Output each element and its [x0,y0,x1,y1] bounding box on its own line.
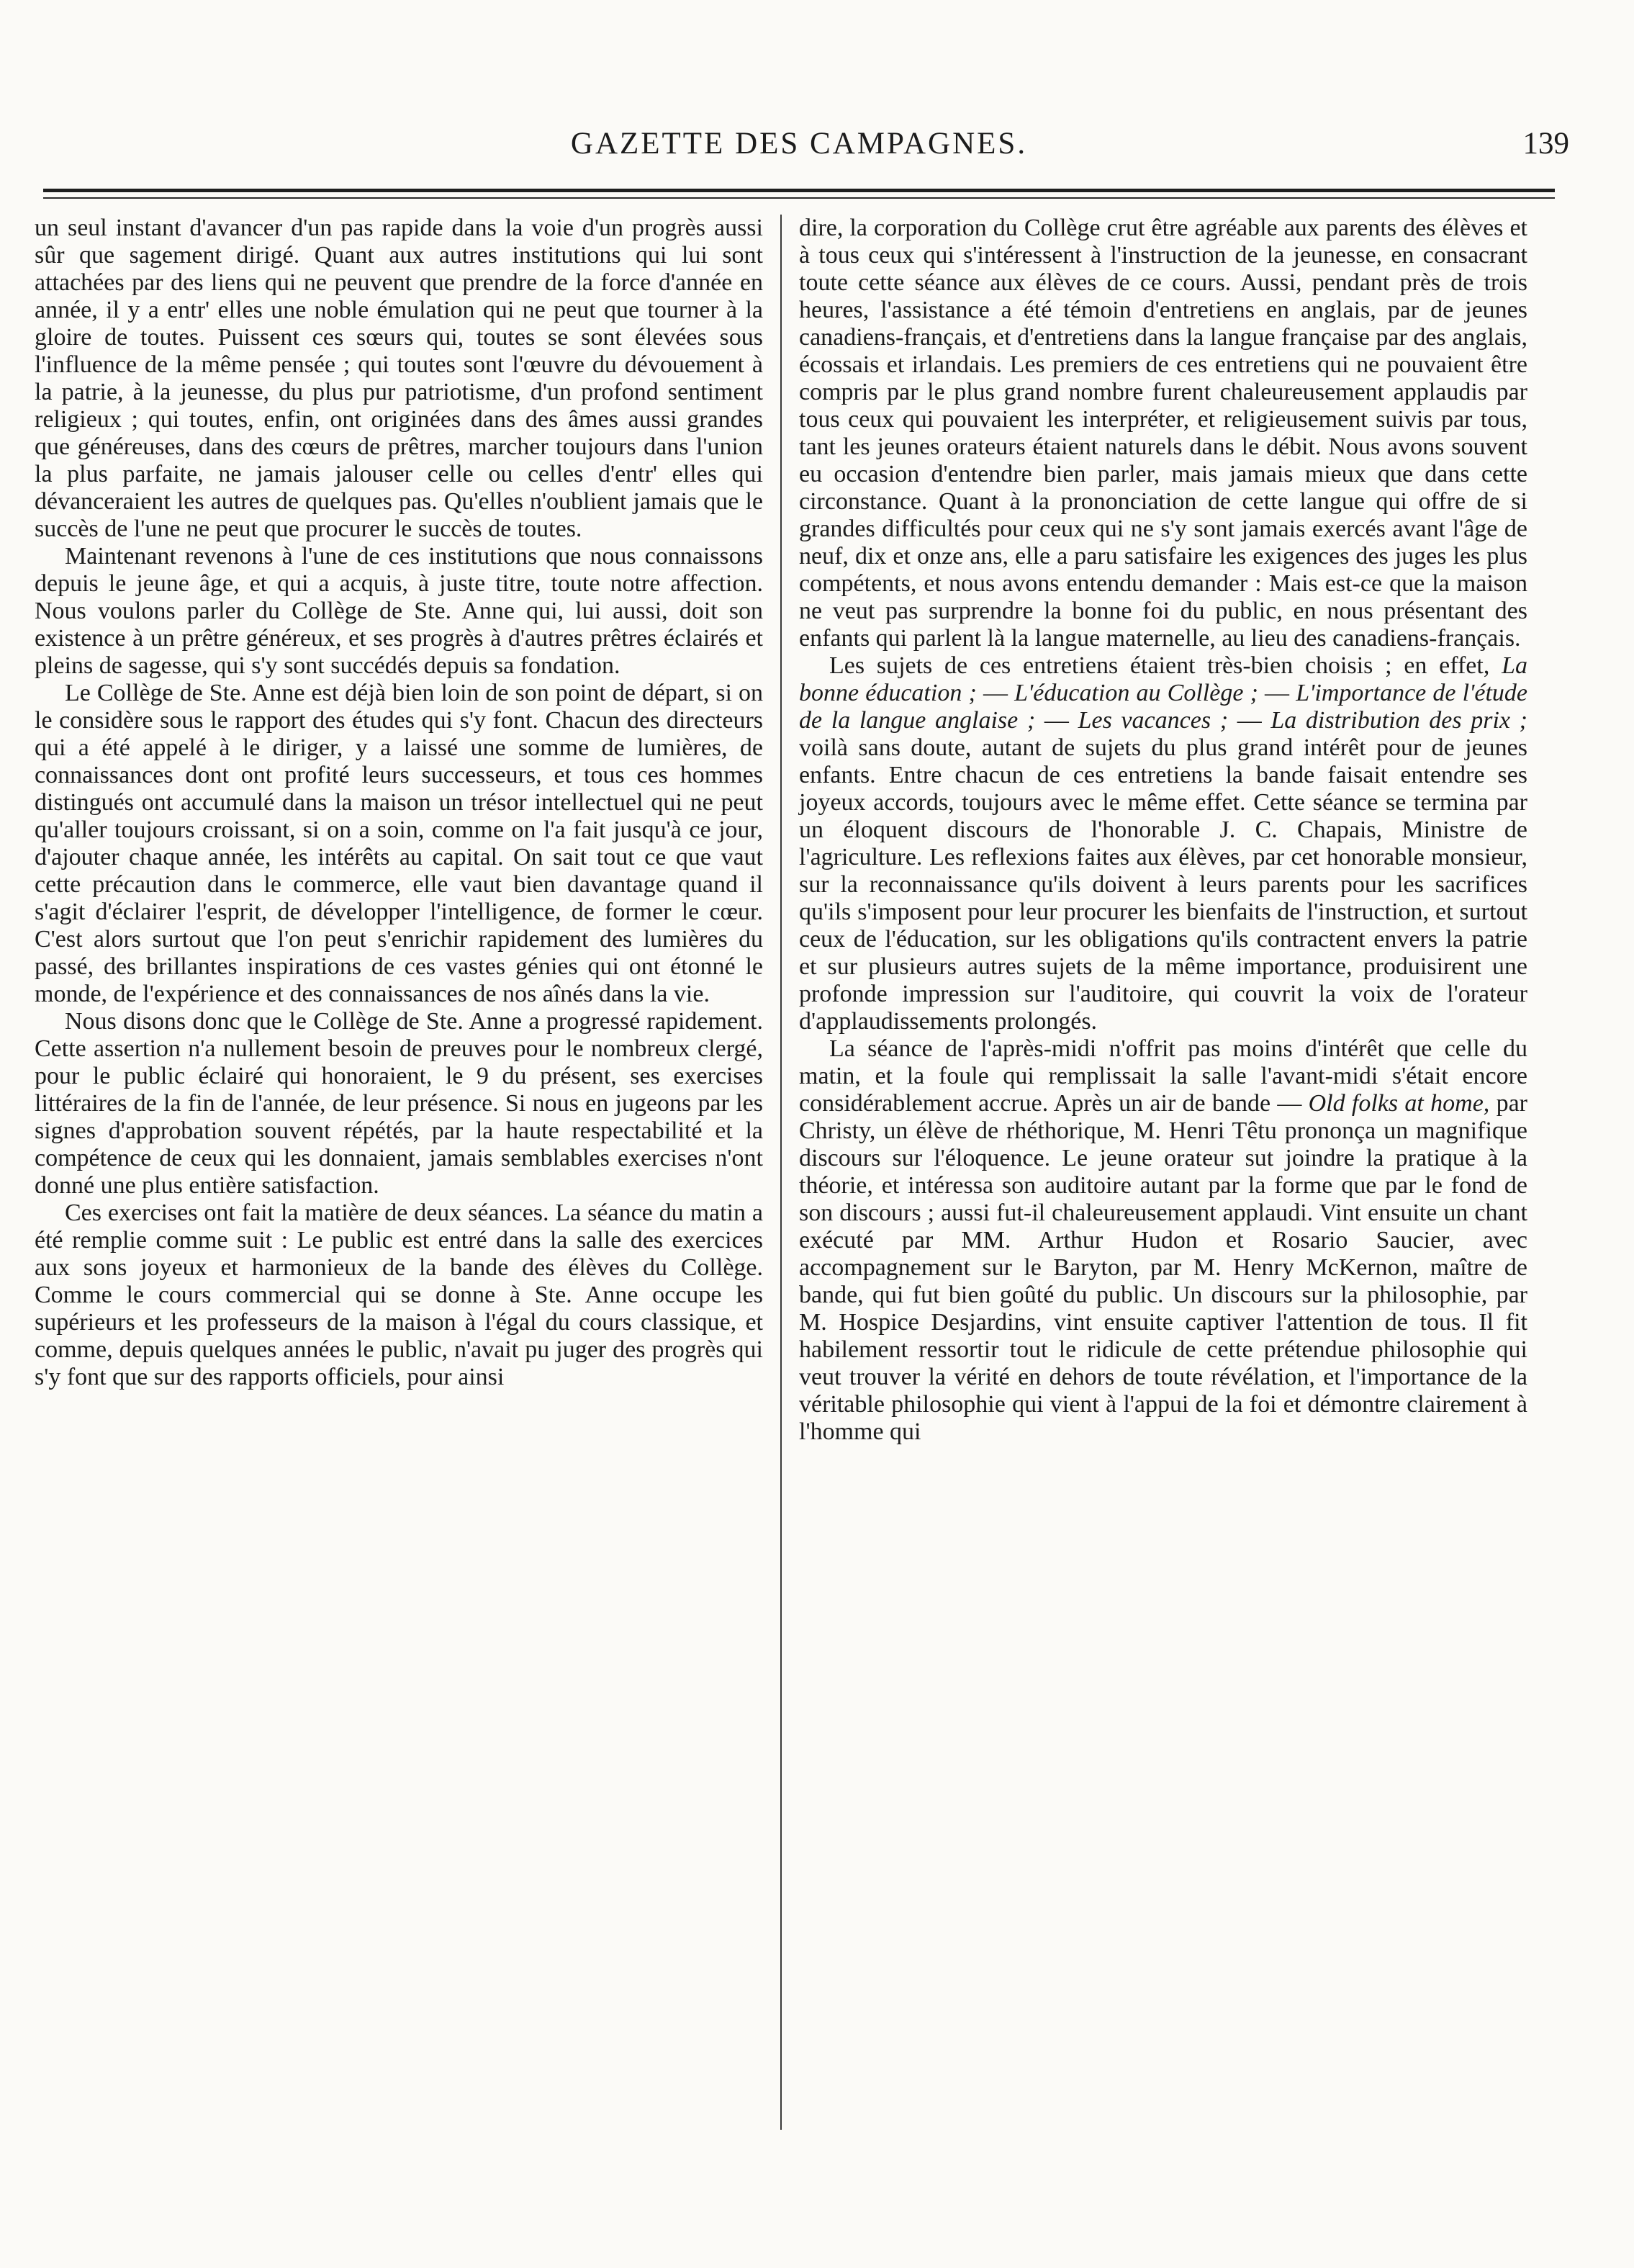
text-run: par Christy, un élève de rhéthorique, M. Henri Têtu prononça un magnifique discours sur l'éloquence. Le jeune orateur sut joindre la pratique à la théorie, et intéressa son auditoire autant par la forme que par le fond de son discours ; aussi fut-il chaleureusement applaudi. Vint ensuite un chant exécuté par MM. Arthur Hudon et Rosario Saucier, avec accompagnement sur le Baryton, par M. Henry McKernon, maître de bande, qui fut bien goûté du public. Un discours sur la philosophie, par M. Hospice Desjardins, vint ensuite captiver l'attention de tous. Il fit habilement ressortir tout le ridicule de cette prétendue philosophie qui veut trouver la vérité en dehors de toute révélation, et l'importance de la véritable philosophie qui vient à l'appui de la foi et démontre clairement à l'homme qui [799,1090,1527,1445]
right-column [799,215,1527,1446]
page-number: 139 [1522,127,1569,161]
paragraph: Ces exercises ont fait la matière de deux séances. La séance du matin a été remplie comme suit : Le public est entré dans la salle des exercices aux sons joyeux et harmonieux de la bande des élèves du Collège. Comme le cours commercial qui se donne à Ste. Anne occupe les supérieurs et les professeurs de la maison à l'égal du cours classique, et comme, depuis quelques années le public, n'avait pu juger des progrès qui s'y font que sur des rapports officiels, pour ainsi [35,1200,763,1390]
paragraph: dire, la corporation du Collège crut être agréable aux parents des élèves et à tous ceux qui s'intéressent à l'instruction de la jeunesse, en consacrant toute cette séance aux élèves de ce cours. Aussi, pendant près de trois heures, l'assistance a été témoin d'entretiens en anglais, par de jeunes canadiens-français, et d'entretiens dans la langue française par des anglais, écossais et irlandais. Les premiers de ces entretiens qui ne pouvaient être compris par le plus grand nombre furent chaleureusement applaudis par tous ceux qui pouvaient les interpréter, et religieusement suivis par tous, tant les jeunes orateurs étaient naturels dans le débit. Nous avons souvent eu occasion d'entendre bien parler, mais jamais mieux que dans cette circonstance. Quant à la prononciation de cette langue qui offre de si grandes difficultés pour ceux qui ne s'y sont jamais exercés avant l'âge de neuf, dix et onze ans, elle a paru satisfaire les exigences des juges les plus compétents, et nous avons entendu demander : Mais est-ce que la maison ne veut pas surprendre la bonne foi du public, en nous présentant des enfants qui parlent là la langue maternelle, au lieu des canadiens-français. [799,215,1527,652]
dash-separator: — [976,680,1015,706]
dash-separator: — [1035,707,1078,734]
text-run: La séance de l'après-midi n'offrit pas moins d'intérêt que celle du matin, et la foule qui remplissait la salle l'avant-midi s'était encore considérablement accrue. Après un air de bande — [799,1035,1527,1117]
dash-separator: — [1228,707,1271,734]
page-header [43,122,1569,166]
paragraph: Maintenant revenons à l'une de ces institutions que nous connaissons depuis le jeune âge, et qui a acquis, à juste titre, toute notre affection. Nous voulons parler du Collège de Ste. Anne qui, lui aussi, doit son existence à un prêtre généreux, et ses progrès à d'autres prêtres éclairés et pleins de sagesse, qui s'y sont succédés depuis sa fondation. [35,543,763,679]
paragraph: Le Collège de Ste. Anne est déjà bien loin de son point de départ, si on le considère sous le rapport des études qui s'y font. Chacun des directeurs qui a été appelé à le diriger, y a laissé une somme de lumières, de connaissances dont ont profité leurs successeurs, et tous ces hommes distingués ont accumulé dans la maison un trésor intellectuel qui ne peut qu'aller toujours croissant, si on a soin, comme on l'a fait jusqu'à ce jour, d'ajouter chaque année, les intérêts au capital. On sait tout ce que vaut cette précaution dans le commerce, elle vaut bien davantage quand il s'agit d'éclairer l'esprit, de développer l'intelligence, de former le cœur. C'est alors surtout que l'on peut s'enrichir rapidement des lumières du passé, des brillantes inspirations de ces vastes génies qui ont étonné le monde, de l'expérience et des connaissances de nos aînés dans la vie. [35,680,763,1007]
text-run: voilà sans doute, autant de sujets du plus grand intérêt pour de jeunes enfants. Entre chacun de ces entretiens la bande faisait entendre ses joyeux accords, toujours avec le même effet. Cette séance se termina par un éloquent discours de l'honorable J. C. Chapais, Ministre de l'agriculture. Les reflexions faites aux élèves, par cet honorable monsieur, sur la reconnaissance qu'ils doivent à leurs parents pour les sacrifices qu'ils s'imposent pour leur procurer les bienfaits de l'instruction, et surtout ceux de l'éducation, sur les obligations qu'ils contractent envers la patrie et sur plusieurs autres sujets de la même importance, produisirent une profonde impression sur l'auditoire, qui couvrit la voix de l'orateur d'applaudissements prolongés. [799,734,1527,1035]
newspaper-title: GAZETTE DES CAMPAGNES. [570,127,1028,161]
subject-title: Les vacances ; [1078,707,1229,734]
paragraph-subjects [799,652,1527,1035]
text-run: Les sujets de ces entretiens étaient très-bien choisis ; en effet, [829,652,1502,679]
subject-title: La distribution des prix ; [1270,707,1527,734]
left-column [35,215,763,1391]
subject-title: L'éducation au Collège ; [1014,680,1258,706]
paragraph-afternoon [799,1035,1527,1446]
paragraph: Nous disons donc que le Collège de Ste. Anne a progressé rapidement. Cette assertion n'a nullement besoin de preuves pour le nombreux clergé, pour le public éclairé qui honoraient, le 9 du présent, ses exercises littéraires de la fin de l'année, de leur présence. Si nous en jugeons par les signes d'approbation souvent répétés, par la haute respectabilité et la compétence de ceux qui les donnaient, jamais semblables exercises n'ont donné une plus entière satisfaction. [35,1008,763,1199]
subject-title: La bonne éducation ; [799,652,1527,706]
song-title: Old folks at home, [1308,1090,1490,1117]
paragraph: un seul instant d'avancer d'un pas rapide dans la voie d'un progrès aussi sûr que sagement dirigé. Quant aux autres institutions qui lui sont attachées par des liens qui ne peuvent que prendre de la force d'année en année, il y a entr' elles une noble émulation qui ne peut que tourner à la gloire de toutes. Puissent ces sœurs qui, toutes se sont élevées sous l'influence de la même pensée ; qui toutes sont l'œuvre du dévouement à la patrie, à la jeunesse, du plus pur patriotisme, d'un profond sentiment religieux ; qui toutes, enfin, ont originées dans des âmes aussi grandes que généreuses, dans des cœurs de prêtres, marcher toujours dans l'union la plus parfaite, ne jamais jalouser celle ou celles d'entr' elles qui dévanceraient les autres de quelques pas. Qu'elles n'oublient jamais que le succès de l'une ne peut que procurer le succès de toutes. [35,215,763,542]
subject-title: L'importance de l'étude de la langue anglaise ; [799,680,1527,734]
header-rule-thin [43,197,1555,199]
column-divider [780,215,782,2130]
header-rule-thick [43,189,1555,192]
dash-separator: — [1258,680,1296,706]
